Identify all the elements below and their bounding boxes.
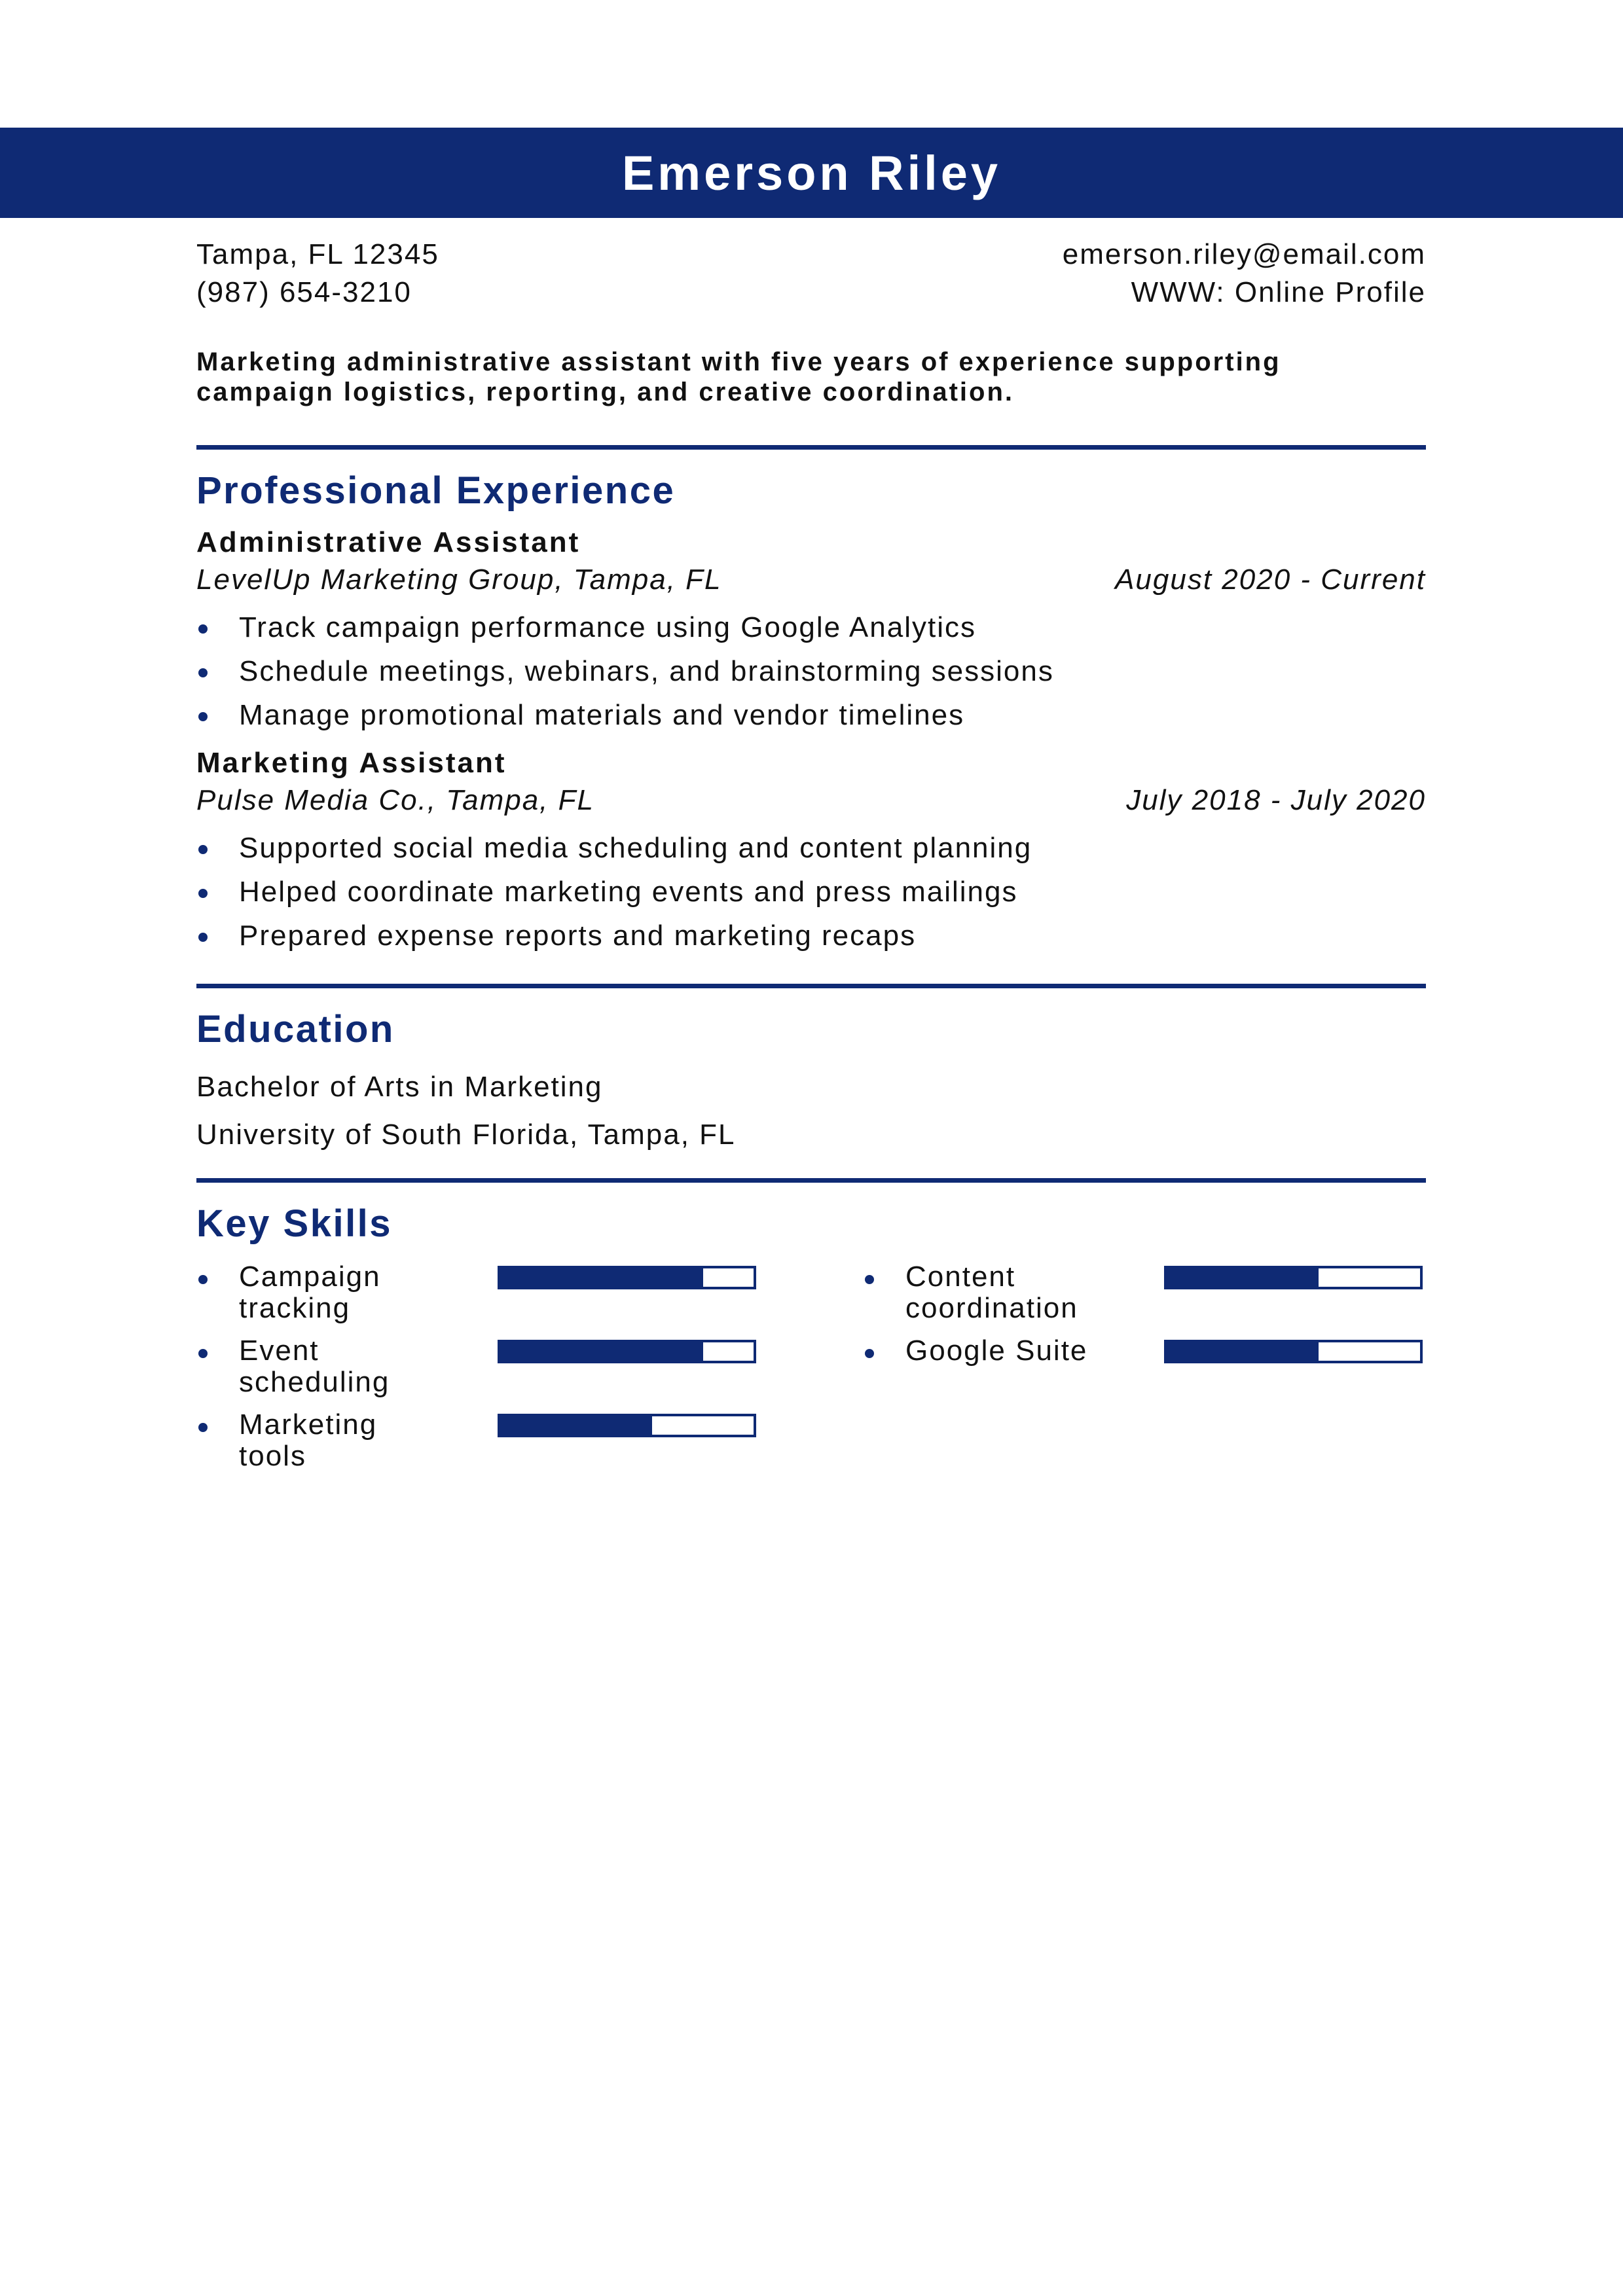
experience-heading: Professional Experience	[196, 469, 676, 512]
job-bullet-list	[196, 605, 1426, 737]
skill-level-bar	[498, 1340, 756, 1363]
job-meta	[196, 561, 1426, 599]
skill-level-bar	[1164, 1266, 1423, 1289]
bullet-text: Schedule meetings, webinars, and brainstorming sessions	[239, 655, 1054, 687]
job-title: Marketing Assistant	[196, 747, 507, 779]
job-dates: August 2020 - Current	[1115, 564, 1426, 596]
skill-level-bar	[498, 1266, 756, 1289]
job-meta	[196, 781, 1426, 819]
contact-email[interactable]: emerson.riley@email.com	[1062, 238, 1426, 270]
skill-level-fill	[500, 1268, 703, 1287]
skill-level-fill	[1167, 1268, 1319, 1287]
job-title: Administrative Assistant	[196, 526, 581, 558]
list-item	[196, 693, 1426, 737]
bullet-text: Track campaign performance using Google Analytics	[239, 611, 976, 643]
skills-grid	[196, 1261, 1426, 1516]
list-item	[196, 826, 1426, 870]
job-entry	[196, 745, 1426, 958]
skill-level-bar	[1164, 1340, 1423, 1363]
education-school: University of South Florida, Tampa, FL	[196, 1119, 736, 1151]
bullet-dot-icon	[198, 712, 208, 721]
bullet-text: Supported social media scheduling and content planning	[239, 832, 1032, 864]
bullet-text: Helped coordinate marketing events and press mailings	[239, 876, 1018, 908]
skill-name: Marketing tools	[239, 1408, 378, 1472]
education-heading: Education	[196, 1008, 395, 1050]
job-entry	[196, 524, 1426, 737]
list-item	[196, 605, 1426, 649]
contact-row-2	[196, 274, 1426, 312]
bullet-text: Manage promotional materials and vendor timelines	[239, 699, 965, 731]
bullet-dot-icon	[198, 845, 208, 854]
contact-row-1	[196, 236, 1426, 274]
bullet-dot-icon	[198, 668, 208, 677]
skill-item	[196, 1335, 809, 1407]
resume-body	[196, 236, 1426, 1516]
list-item	[196, 649, 1426, 693]
bullet-dot-icon	[865, 1275, 874, 1284]
skill-level-bar	[498, 1414, 756, 1437]
bullet-text: Prepared expense reports and marketing recaps	[239, 920, 917, 952]
bullet-dot-icon	[865, 1349, 874, 1358]
skill-item	[196, 1261, 809, 1333]
bullet-dot-icon	[198, 1423, 208, 1432]
name-banner	[0, 128, 1623, 218]
education-degree: Bachelor of Arts in Marketing	[196, 1071, 603, 1103]
section-divider	[196, 984, 1426, 988]
section-divider	[196, 1178, 1426, 1183]
bullet-dot-icon	[198, 889, 208, 898]
list-item	[196, 914, 1426, 958]
skill-name: Content coordination	[905, 1261, 1078, 1324]
bullet-dot-icon	[198, 624, 208, 634]
job-company: LevelUp Marketing Group, Tampa, FL	[196, 564, 722, 596]
job-dates: July 2018 - July 2020	[1126, 784, 1426, 816]
candidate-name: Emerson Riley	[621, 145, 1002, 200]
skill-level-fill	[1167, 1342, 1319, 1361]
contact-address: Tampa, FL 12345	[196, 238, 439, 270]
contact-phone: (987) 654-3210	[196, 276, 412, 308]
list-item	[196, 870, 1426, 914]
bullet-dot-icon	[198, 1349, 208, 1358]
skills-heading: Key Skills	[196, 1202, 393, 1245]
job-company: Pulse Media Co., Tampa, FL	[196, 784, 594, 816]
skill-item	[863, 1335, 1475, 1407]
skill-level-fill	[500, 1416, 652, 1435]
contact-website[interactable]: WWW: Online Profile	[1131, 276, 1426, 308]
skill-item	[863, 1261, 1475, 1333]
skill-name: Campaign tracking	[239, 1261, 381, 1324]
skill-name: Event scheduling	[239, 1335, 390, 1398]
summary-text: Marketing administrative assistant with five years of experience supporting campaign logistics, reporting, and creative coordination.	[196, 348, 1281, 406]
bullet-dot-icon	[198, 1275, 208, 1284]
skill-name: Google Suite	[905, 1335, 1088, 1367]
bullet-dot-icon	[198, 933, 208, 942]
skill-item	[196, 1409, 809, 1481]
section-divider	[196, 445, 1426, 450]
skill-level-fill	[500, 1342, 703, 1361]
job-bullet-list	[196, 826, 1426, 958]
